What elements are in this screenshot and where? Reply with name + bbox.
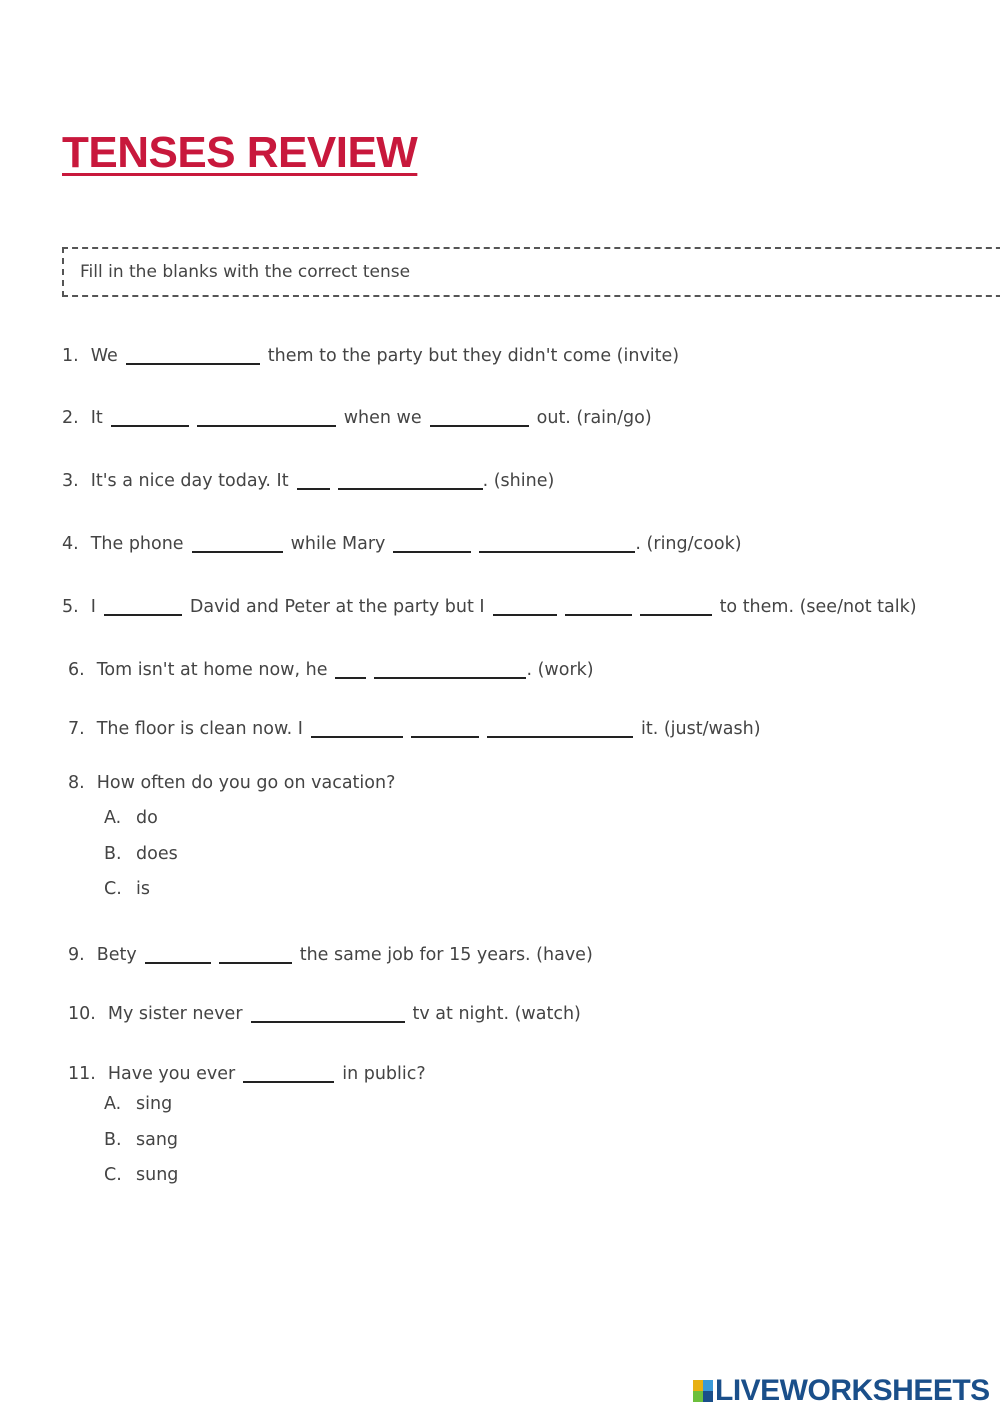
option-text: sing bbox=[136, 1094, 173, 1114]
question-4 bbox=[62, 527, 750, 556]
answer-blank[interactable] bbox=[411, 716, 479, 738]
answer-blank[interactable] bbox=[335, 657, 366, 679]
question-text: My sister never bbox=[107, 1004, 243, 1024]
question-8 bbox=[68, 771, 403, 795]
option-c[interactable] bbox=[104, 1163, 178, 1187]
question-1 bbox=[62, 339, 687, 368]
question-text: I bbox=[90, 597, 96, 617]
question-11 bbox=[68, 1057, 434, 1086]
answer-blank[interactable] bbox=[430, 405, 529, 427]
answer-blank[interactable] bbox=[197, 405, 336, 427]
question-text: when we bbox=[343, 408, 422, 428]
option-text: sang bbox=[136, 1130, 179, 1150]
answer-blank[interactable] bbox=[251, 1001, 405, 1023]
option-a[interactable] bbox=[104, 1092, 172, 1116]
question-text: We bbox=[90, 346, 118, 366]
option-b[interactable] bbox=[104, 1128, 178, 1152]
answer-blank[interactable] bbox=[111, 405, 189, 427]
option-c[interactable] bbox=[104, 877, 150, 901]
question-number: 6. bbox=[68, 660, 85, 680]
question-text: The phone bbox=[90, 534, 184, 554]
answer-blank[interactable] bbox=[104, 594, 182, 616]
answer-blank[interactable] bbox=[565, 594, 632, 616]
option-b[interactable] bbox=[104, 842, 178, 866]
option-letter: A. bbox=[104, 1094, 122, 1114]
question-text: it. (just/wash) bbox=[640, 719, 761, 739]
answer-blank[interactable] bbox=[338, 468, 483, 490]
answer-blank[interactable] bbox=[479, 531, 635, 553]
answer-blank[interactable] bbox=[297, 468, 330, 490]
option-letter: A. bbox=[104, 808, 122, 828]
question-number: 9. bbox=[68, 945, 85, 965]
answer-blank[interactable] bbox=[126, 343, 260, 365]
question-text: while Mary bbox=[290, 534, 386, 554]
question-text: the same job for 15 years. (have) bbox=[299, 945, 593, 965]
question-9 bbox=[68, 938, 601, 967]
question-text: to them. (see/not talk) bbox=[719, 597, 917, 617]
answer-blank[interactable] bbox=[311, 716, 403, 738]
option-letter: B. bbox=[104, 1130, 122, 1150]
question-text: Tom isn't at home now, he bbox=[96, 660, 328, 680]
logo-tile bbox=[693, 1391, 703, 1402]
question-number: 10. bbox=[68, 1004, 96, 1024]
answer-blank[interactable] bbox=[243, 1061, 334, 1083]
question-3 bbox=[62, 464, 562, 493]
question-number: 2. bbox=[62, 408, 79, 428]
question-text: The floor is clean now. I bbox=[96, 719, 303, 739]
answer-blank[interactable] bbox=[487, 716, 633, 738]
question-text: out. (rain/go) bbox=[536, 408, 652, 428]
liveworksheets-logo bbox=[693, 1374, 990, 1408]
option-text: sung bbox=[136, 1165, 179, 1185]
answer-blank[interactable] bbox=[493, 594, 557, 616]
option-text: does bbox=[136, 844, 178, 864]
question-text: It bbox=[90, 408, 103, 428]
option-text: do bbox=[136, 808, 158, 828]
instruction-text: Fill in the blanks with the correct tense bbox=[80, 262, 411, 282]
question-6 bbox=[68, 653, 602, 682]
question-text: How often do you go on vacation? bbox=[96, 773, 396, 793]
question-10 bbox=[68, 997, 589, 1026]
question-text: . (ring/cook) bbox=[635, 534, 742, 554]
question-text: . (work) bbox=[526, 660, 594, 680]
option-letter: C. bbox=[104, 879, 122, 899]
question-number: 4. bbox=[62, 534, 79, 554]
question-number: 8. bbox=[68, 773, 85, 793]
answer-blank[interactable] bbox=[393, 531, 471, 553]
question-text: . (shine) bbox=[482, 471, 555, 491]
question-5 bbox=[62, 590, 925, 619]
answer-blank[interactable] bbox=[374, 657, 526, 679]
question-text: them to the party but they didn't come (invite) bbox=[267, 346, 680, 366]
answer-blank[interactable] bbox=[219, 942, 292, 964]
question-text: Have you ever bbox=[107, 1064, 236, 1084]
question-text: tv at night. (watch) bbox=[412, 1004, 581, 1024]
logo-text: LIVEWORKSHEETS bbox=[715, 1374, 990, 1407]
logo-tile bbox=[693, 1380, 703, 1391]
option-letter: B. bbox=[104, 844, 122, 864]
option-letter: C. bbox=[104, 1165, 122, 1185]
question-number: 1. bbox=[62, 346, 79, 366]
logo-mark-icon bbox=[693, 1380, 713, 1402]
question-text: Bety bbox=[96, 945, 137, 965]
option-text: is bbox=[136, 879, 150, 899]
answer-blank[interactable] bbox=[640, 594, 712, 616]
question-text: David and Peter at the party but I bbox=[189, 597, 485, 617]
question-7 bbox=[68, 712, 769, 741]
question-number: 5. bbox=[62, 597, 79, 617]
question-number: 11. bbox=[68, 1064, 96, 1084]
page-title: TENSES REVIEW bbox=[62, 128, 418, 177]
logo-tile bbox=[703, 1380, 713, 1391]
answer-blank[interactable] bbox=[145, 942, 211, 964]
option-a[interactable] bbox=[104, 806, 158, 830]
question-text: in public? bbox=[342, 1064, 426, 1084]
answer-blank[interactable] bbox=[192, 531, 283, 553]
question-number: 7. bbox=[68, 719, 85, 739]
instruction-box bbox=[62, 247, 1000, 297]
question-number: 3. bbox=[62, 471, 79, 491]
question-2 bbox=[62, 401, 660, 430]
logo-tile bbox=[703, 1391, 713, 1402]
question-text: It's a nice day today. It bbox=[90, 471, 289, 491]
